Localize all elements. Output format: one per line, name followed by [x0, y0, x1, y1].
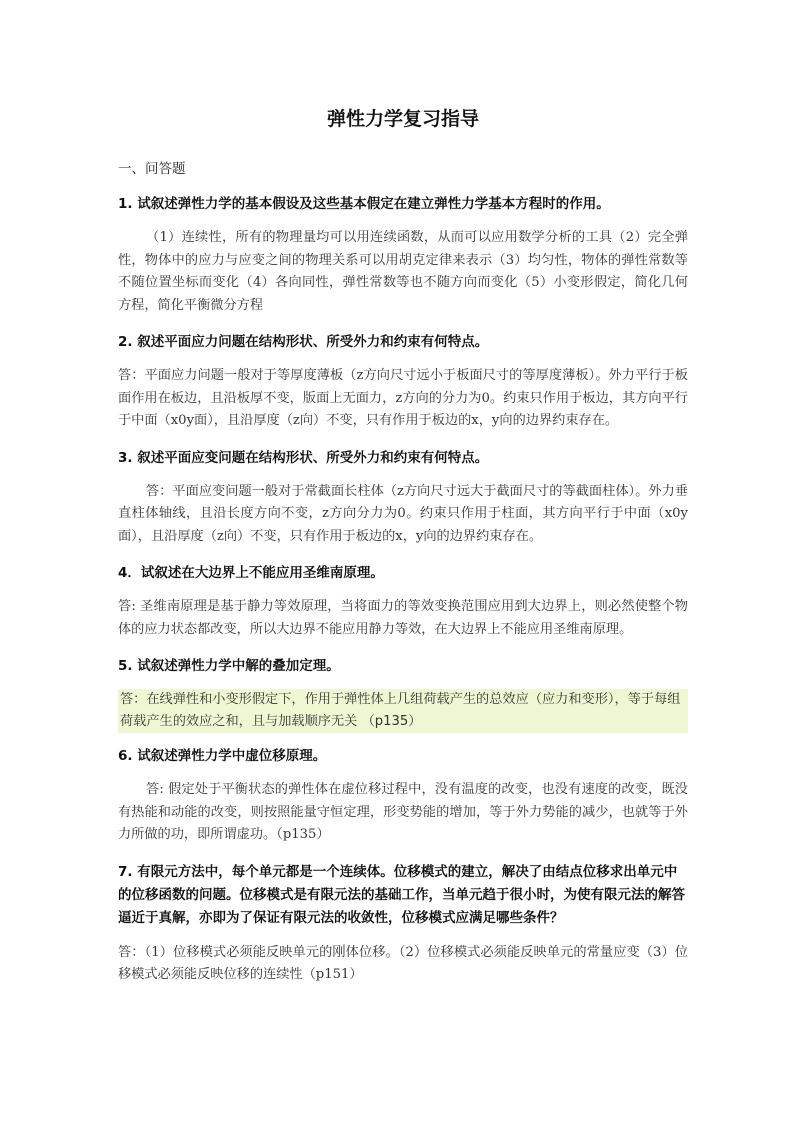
- question-7: 7. 有限元方法中，每个单元都是一个连续体。位移模式的建立，解决了由结点位移求出单元中的位移函数的问题。位移模式是有限元法的基础工作，当单元趋于很小时，为使有限元法的解答逼近于真解，亦即为了保证有限元法的收敛性，位移模式应满足哪些条件？: [118, 863, 685, 926]
- question-1: 1. 试叙述弹性力学的基本假设及这些基本假定在建立弹性力学基本方程时的作用。: [118, 196, 610, 212]
- question-3: 3. 叙述平面应变问题在结构形状、所受外力和约束有何特点。: [118, 449, 489, 466]
- answer-4: 答: 圣维南原理是基于静力等效原理，当将面力的等效变换范围应用到大边界上，则必然使整个物体的应力状态都改变，所以大边界不能应用静力等效，在大边界上不能应用圣维南原理。: [118, 599, 688, 637]
- answer-3: 答：平面应变问题一般对于常截面长柱体（z方向尺寸远大于截面尺寸的等截面柱体）。外力垂直柱体轴线，且沿长度方向不变，z方向分力为0。约束只作用于柱面，其方向平行于中面（x0y面），且沿厚度（z向）不变，只有作用于板边的x，y向的边界约束存在。: [118, 483, 688, 544]
- question-5: 5. 试叙述弹性力学中解的叠加定理。: [118, 658, 340, 674]
- question-2: 2. 叙述平面应力问题在结构形状、所受外力和约束有何特点。: [118, 334, 489, 350]
- document-page: [118, 100, 688, 1001]
- document-title: 弹性力学复习指导: [326, 108, 479, 130]
- question-6: 6. 试叙述弹性力学中虚位移原理。: [118, 748, 327, 764]
- answer-5-highlighted: 答：在线弹性和小变形假定下，作用于弹性体上几组荷载产生的总效应（应力和变形），等于每组荷载产生的效应之和，且与加载顺序无关 （p135）: [118, 689, 688, 733]
- section-heading: 一、问答题: [118, 161, 186, 177]
- answer-7: 答：（1）位移模式必须能反映单元的刚体位移。（2）位移模式必须能反映单元的常量应变（3）位移模式必须能反映位移的连续性（p151）: [118, 944, 688, 982]
- answer-1: （1）连续性，所有的物理量均可以用连续函数，从而可以应用数学分析的工具（2）完全弹性，物体中的应力与应变之间的物理关系可以用胡克定律来表示（3）均匀性，物体的弹性常数等不随位置坐标而变化（4）各向同性，弹性常数等也不随方向而变化（5）小变形假定，简化几何方程，简化平衡微分方程: [118, 230, 688, 313]
- answer-2: 答：平面应力问题一般对于等厚度薄板（z方向尺寸远小于板面尺寸的等厚度薄板）。外力平行于板面作用在板边，且沿板厚不变，版面上无面力，z方向的分力为0。约束只作用于板边，其方向平行于中面（x0y面），且沿厚度（z向）不变，只有作用于板边的x，y向的边界约束存在。: [118, 368, 688, 428]
- answer-6: 答: 假定处于平衡状态的弹性体在虚位移过程中，没有温度的改变，也没有速度的改变，既没有热能和动能的改变，则按照能量守恒定理，形变势能的增加，等于外力势能的减少，也就等于外力所做的功，即所谓虚功。（p135）: [118, 782, 688, 842]
- question-4: 4．试叙述在大边界上不能应用圣维南原理。: [118, 565, 384, 581]
